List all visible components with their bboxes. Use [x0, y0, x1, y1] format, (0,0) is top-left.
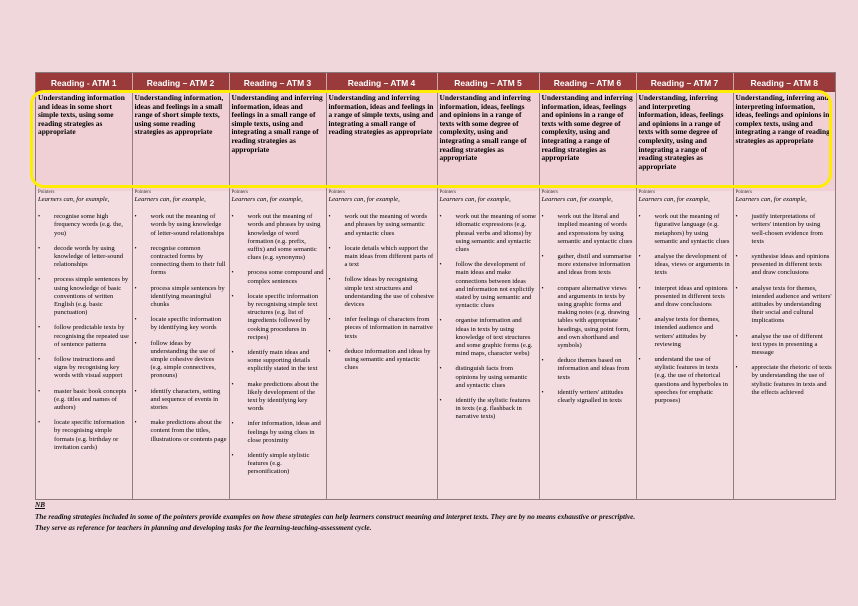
- pointer-item: • deduce themes based on information and ideas from texts: [554, 357, 634, 382]
- pointer-item: • locate details which support the main ideas from different parts of a text: [341, 245, 435, 270]
- pointers-intro: Learners can, for example,: [638, 196, 710, 203]
- pointer-item: • locate specific information by recognising simple formats (e.g. birthday or invitation cards): [50, 419, 130, 452]
- descriptor-atm8: Understanding, inferring and interpreting information, ideas, feelings and opinions in complex texts, using and integrating a range of reading strategies as appropriate: [733, 92, 835, 191]
- pointers-intro: Learners can, for example,: [134, 196, 206, 203]
- pointer-item: • identify simple stylistic features (e.g. personification): [244, 452, 324, 477]
- pointer-item: • justify interpretations of writers' intention by using well-chosen evidence from texts: [748, 213, 834, 246]
- pointer-item: • analyse texts for themes, intended audience and writers' attitudes by reviewing: [651, 316, 731, 349]
- pointers-intro: Learners can, for example,: [231, 196, 303, 203]
- pointer-item: • follow ideas by recognising simple text structures and understanding the use of cohesive devices: [341, 276, 435, 309]
- pointer-item: • follow predictable texts by recognising the repeated use of sentence patterns: [50, 324, 130, 349]
- pointers-intro: Learners can, for example,: [541, 196, 613, 203]
- pointer-list: [232, 213, 324, 476]
- pointer-item: • deduce information and ideas by using semantic and syntactic clues: [341, 348, 435, 373]
- footnote-line-1: The reading strategies included in some of the pointers provide examples on how these strategies can help learners construct meaning and interpret texts. They are by no means exhaustive or prescriptive.: [35, 512, 636, 521]
- descriptor-atm1: Understanding information and ideas in some short simple texts, using some reading strategies as appropriate: [36, 92, 132, 191]
- pointer-item: • make predictions about the content from the titles, illustrations or contents page: [147, 419, 227, 444]
- pointer-list: [639, 213, 731, 405]
- descriptor-row: [36, 92, 835, 191]
- footnote-label: NB: [35, 501, 45, 509]
- pointer-item: • recognise common contracted forms by connecting them to their full forms: [147, 245, 227, 278]
- pointer-item: • locate specific information by recognising simple text structures (e.g. list of ingredients followed by cooking procedures in recipes): [244, 293, 324, 342]
- column-header-atm2: Reading – ATM 2: [132, 73, 229, 92]
- pointer-item: • infer feelings of characters from pieces of information in narrative texts: [341, 316, 435, 341]
- pointers-intro: Learners can, for example,: [735, 196, 807, 203]
- pointers-label: Pointers: [38, 190, 55, 195]
- pointer-item: • master basic book concepts (e.g. titles and names of authors): [50, 388, 130, 413]
- pointers-cell-atm8: [733, 191, 835, 500]
- pointer-list: [440, 213, 537, 421]
- pointer-item: • organise information and ideas in texts by using knowledge of text structures and some graphic forms (e.g. mind maps, character webs): [452, 317, 537, 358]
- pointers-intro: Learners can, for example,: [38, 196, 110, 203]
- pointer-item: • follow the development of main ideas and make connections between ideas and information not explicitly stated by using semantic and syntactic clues: [452, 261, 537, 310]
- pointers-cell-atm3: [229, 191, 326, 500]
- column-header-atm4: Reading – ATM 4: [326, 73, 437, 92]
- pointer-item: • appreciate the rhetoric of texts by understanding the use of stylistic features in texts and the effects achieved: [748, 364, 834, 397]
- footnote-line-2: They serve as reference for teachers in planning and developing tasks for the learning-teaching-assessment cycle.: [35, 524, 372, 532]
- pointer-item: • work out the meaning of words and phrases by using semantic and syntactic clues: [341, 213, 435, 238]
- pointer-item: • analyse the use of different text types in presenting a message: [748, 333, 834, 358]
- descriptor-atm5: Understanding and inferring information, ideas, feelings and opinions in a range of texts with some degree of complexity, using and integrating a small range of reading strategies as appropriate: [437, 92, 539, 191]
- pointer-item: • analyse texts for themes, intended audience and writers' attitudes by understanding their social and cultural implications: [748, 285, 834, 326]
- pointer-list: [329, 213, 435, 372]
- pointers-row: [36, 191, 835, 500]
- pointers-label: Pointers: [735, 190, 752, 195]
- column-header-atm5: Reading – ATM 5: [437, 73, 539, 92]
- header-row: [36, 73, 835, 92]
- descriptor-atm7: Understanding, inferring and interpreting information, ideas, feelings and opinions in a range of texts with some degree of complexity, using and integrating a range of reading strategies as appropriate: [636, 92, 733, 191]
- pointer-item: • identify main ideas and some supporting details explicitly stated in the text: [244, 349, 324, 374]
- descriptor-atm6: Understanding and inferring information, ideas, feelings and opinions in a range of texts with some degree of complexity, using and integrating a range of reading strategies as appropriate: [539, 92, 636, 191]
- footnote: [35, 500, 825, 535]
- pointer-item: • understand the use of stylistic features in texts (e.g. the use of rhetorical questions and hyperboles in speeches for emphatic purposes): [651, 356, 731, 405]
- pointer-list: [542, 213, 634, 405]
- pointer-item: • identify characters, setting and sequence of events in stories: [147, 388, 227, 413]
- pointers-cell-atm6: [539, 191, 636, 500]
- pointer-item: • work out the meaning of figurative language (e.g. metaphors) by using semantic and syntactic clues: [651, 213, 731, 246]
- pointer-item: • follow instructions and signs by recognising key words with visual support: [50, 356, 130, 381]
- pointer-item: • work out the meaning of words by using knowledge of letter-sound relationships: [147, 213, 227, 238]
- atm-table-container: [35, 72, 836, 500]
- descriptor-atm2: Understanding information, ideas and feelings in a small range of short simple texts, using some reading strategies as appropriate: [132, 92, 229, 191]
- pointer-item: • work out the literal and implied meaning of words and expressions by using semantic and syntactic clues: [554, 213, 634, 246]
- pointer-item: • infer information, ideas and feelings by using clues in close proximity: [244, 420, 324, 445]
- pointer-list: [135, 213, 227, 444]
- pointers-label: Pointers: [134, 190, 151, 195]
- pointer-item: • distinguish facts from opinions by using semantic and syntactic clues: [452, 365, 537, 390]
- reading-atm-table: [36, 73, 835, 500]
- pointer-item: • identify the stylistic features in texts (e.g. flashback in narrative texts): [452, 397, 537, 422]
- pointers-cell-atm7: [636, 191, 733, 500]
- pointer-item: • analyse the development of ideas, views or arguments in texts: [651, 253, 731, 278]
- pointer-item: • follow ideas by understanding the use of simple cohesive devices (e.g. simple connectives, pronouns): [147, 340, 227, 381]
- pointer-item: • compare alternative views and arguments in texts by using graphic forms and making notes (e.g. drawing tables with appropriate headings, using point form, and own shorthand and symbols): [554, 285, 634, 351]
- column-header-atm1: Reading - ATM 1: [36, 73, 132, 92]
- pointer-item: • process some compound and complex sentences: [244, 269, 324, 285]
- pointers-cell-atm5: [437, 191, 539, 500]
- descriptor-atm3: Understanding and inferring information, ideas and feelings in a small range of simple texts, using and integrating a small range of reading strategies as appropriate: [229, 92, 326, 191]
- pointer-item: • process simple sentences by using knowledge of basic conventions of written English (e.g. basic punctuation): [50, 276, 130, 317]
- pointer-list: [736, 213, 834, 397]
- pointers-intro: Learners can, for example,: [328, 196, 400, 203]
- pointers-label: Pointers: [328, 190, 345, 195]
- pointers-label: Pointers: [541, 190, 558, 195]
- pointer-item: • identify writers' attitudes clearly signalled in texts: [554, 389, 634, 405]
- pointers-label: Pointers: [439, 190, 456, 195]
- pointer-item: • process simple sentences by identifying meaningful chunks: [147, 285, 227, 310]
- pointer-item: • make predictions about the likely development of the text by identifying key words: [244, 381, 324, 414]
- pointer-item: • interpret ideas and opinions presented in different texts and draw conclusions: [651, 285, 731, 310]
- column-header-atm6: Reading – ATM 6: [539, 73, 636, 92]
- descriptor-atm4: Understanding and inferring information, ideas and feelings in a range of simple texts, using and integrating a small range of reading strategies as appropriate: [326, 92, 437, 191]
- pointer-item: • locate specific information by identifying key words: [147, 316, 227, 332]
- pointers-cell-atm2: [132, 191, 229, 500]
- pointer-item: • gather, distil and summarise more extensive information and ideas from texts: [554, 253, 634, 278]
- pointers-label: Pointers: [638, 190, 655, 195]
- column-header-atm7: Reading – ATM 7: [636, 73, 733, 92]
- column-header-atm3: Reading – ATM 3: [229, 73, 326, 92]
- pointers-label: Pointers: [231, 190, 248, 195]
- pointer-item: • decode words by using knowledge of letter-sound relationships: [50, 245, 130, 270]
- column-header-atm8: Reading – ATM 8: [733, 73, 835, 92]
- pointers-cell-atm1: [36, 191, 132, 500]
- pointer-item: • recognise some high frequency words (e.g. the, you): [50, 213, 130, 238]
- pointer-list: [38, 213, 130, 452]
- pointer-item: • work out the meaning of some idiomatic expressions (e.g. phrasal verbs and idioms) by using semantic and syntactic clues: [452, 213, 537, 254]
- pointers-cell-atm4: [326, 191, 437, 500]
- pointer-item: • work out the meaning of words and phrases by using knowledge of word formation (e.g. prefix, suffix) and some semantic clues (e.g. synonyms): [244, 213, 324, 262]
- pointer-item: • synthesise ideas and opinions presented in different texts and draw conclusions: [748, 253, 834, 278]
- pointers-intro: Learners can, for example,: [439, 196, 511, 203]
